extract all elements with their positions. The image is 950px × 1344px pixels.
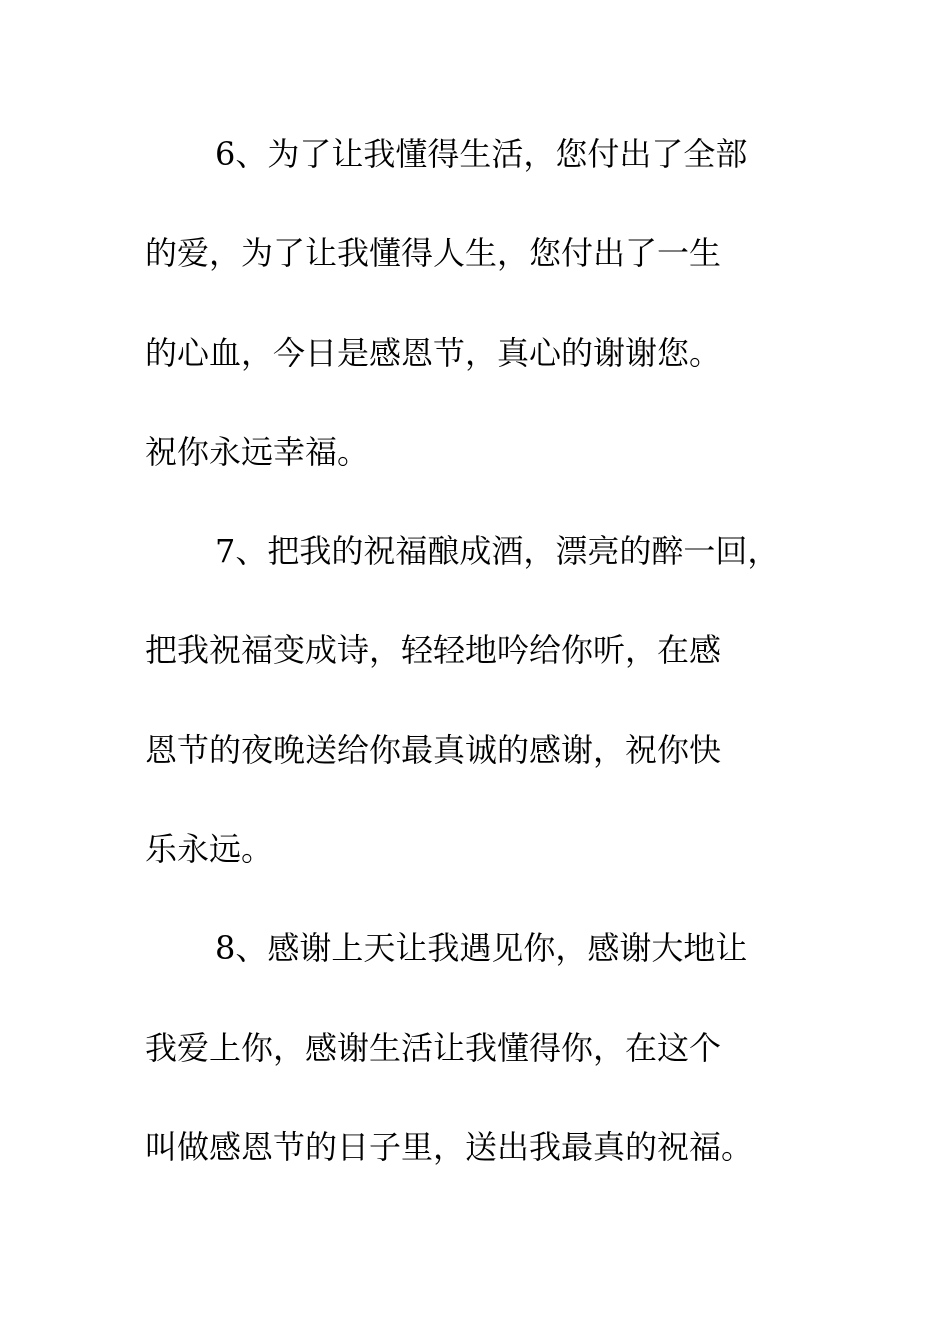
paragraph-line: 的心血，今日是感恩节，真心的谢谢您。 — [145, 333, 722, 372]
paragraph-line: 6、为了让我懂得生活，您付出了全部 — [215, 135, 748, 173]
paragraph-line: 7、把我的祝福酿成酒，漂亮的醉一回， — [215, 532, 780, 571]
paragraph-6 — [145, 122, 825, 519]
paragraph-line: 乐永远。 — [145, 830, 274, 869]
paragraph-line: 祝你永远幸福。 — [145, 432, 370, 471]
document-body — [145, 122, 825, 1214]
paragraph-8 — [145, 916, 825, 1214]
paragraph-line: 8、感谢上天让我遇见你，感谢大地让 — [215, 929, 748, 968]
paragraph-line: 叫做感恩节的日子里，送出我最真的祝福。 — [145, 1127, 754, 1166]
paragraph-line: 把我祝福变成诗，轻轻地吟给你听，在感 — [145, 631, 722, 670]
paragraph-line: 恩节的夜晚送给你最真诚的感谢，祝你快 — [145, 730, 722, 769]
paragraph-line: 的爱，为了让我懂得人生，您付出了一生 — [145, 234, 722, 273]
paragraph-7 — [145, 519, 825, 916]
paragraph-line: 我爱上你，感谢生活让我懂得你，在这个 — [145, 1028, 722, 1067]
